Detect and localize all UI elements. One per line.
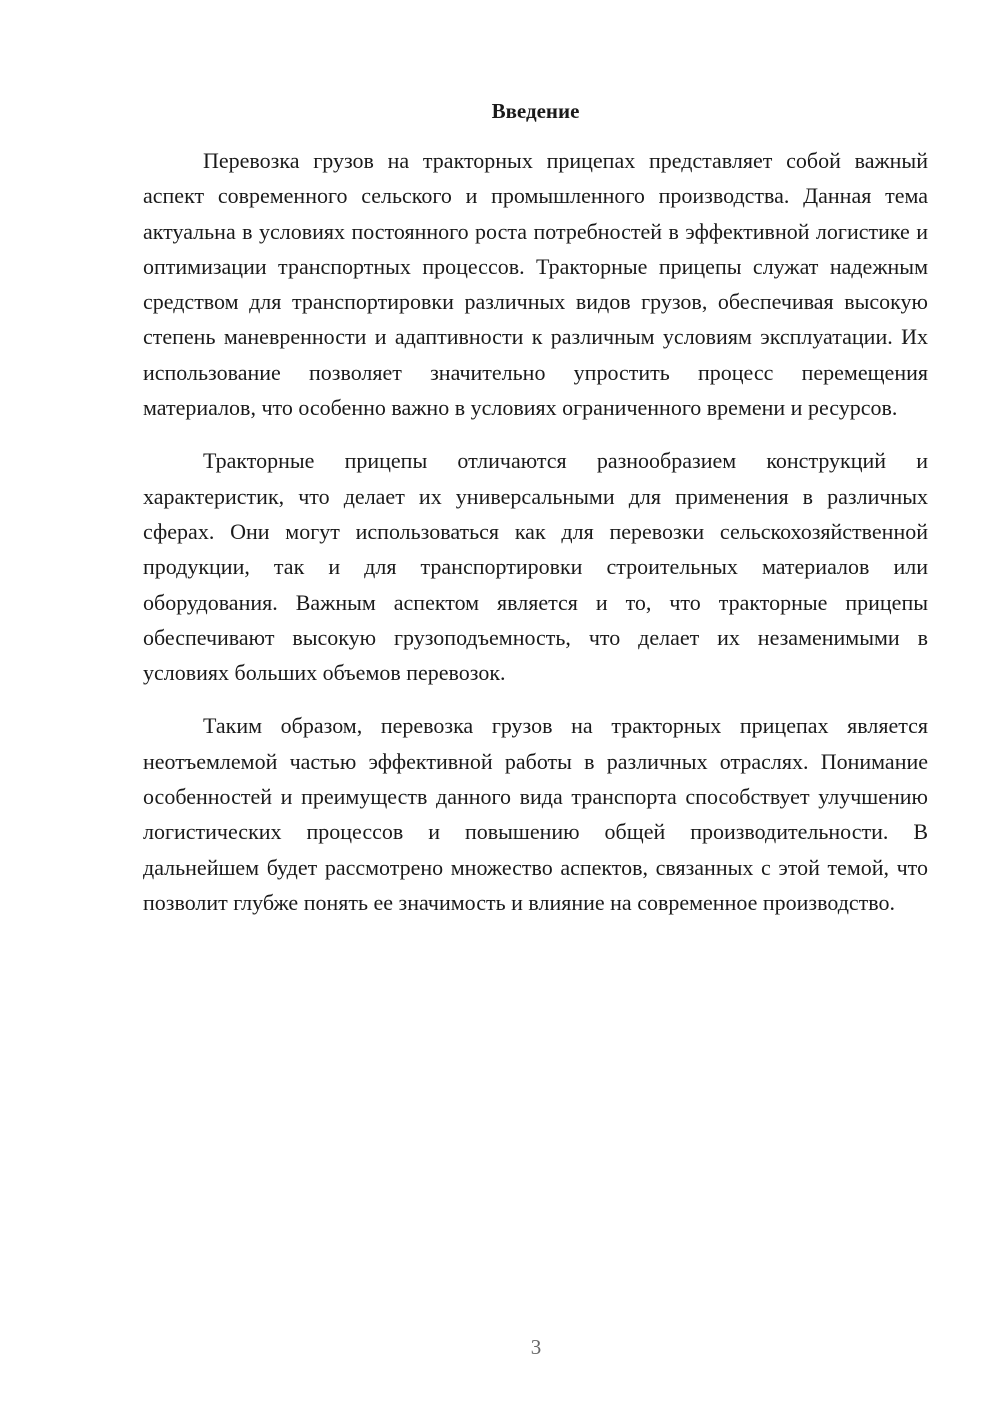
paragraph-1: Перевозка грузов на тракторных прицепах представляет собой важный аспект современного сельского и промышленного производства. Данная тема актуальна в условиях постоянного роста потребностей в эффективной логистике и оптимизации транспортных процессов. Тракторные прицепы служат надежным средством для транспортировки различных видов грузов, обеспечивая высокую степень маневренности и адаптивности к различным условиям эксплуатации. Их использование позволяет значительно упростить процесс перемещения материалов, что особенно важно в условиях ограниченного времени и ресурсов. — [143, 148, 928, 421]
section-heading: Введение — [491, 99, 580, 123]
body-text — [143, 143, 928, 938]
paragraph-3: Таким образом, перевозка грузов на тракторных прицепах является неотъемлемой частью эффективной работы в различных отраслях. Понимание особенностей и преимуществ данного вида транспорта способствует улучшению логистических процессов и повышению общей производительности. В дальнейшем будет рассмотрено множество аспектов, связанных с этой темой, что позволит глубже понять ее значимость и влияние на современное производство. — [143, 713, 928, 915]
paragraph-2: Тракторные прицепы отличаются разнообразием конструкций и характеристик, что делает их универсальными для применения в различных сферах. Они могут использоваться как для перевозки сельскохозяйственной продукции, так и для транспортировки строительных материалов или оборудования. Важным аспектом является и то, что тракторные прицепы обеспечивают высокую грузоподъемность, что делает их незаменимыми в условиях больших объемов перевозок. — [143, 448, 928, 686]
page-number: 3 — [530, 1335, 542, 1359]
